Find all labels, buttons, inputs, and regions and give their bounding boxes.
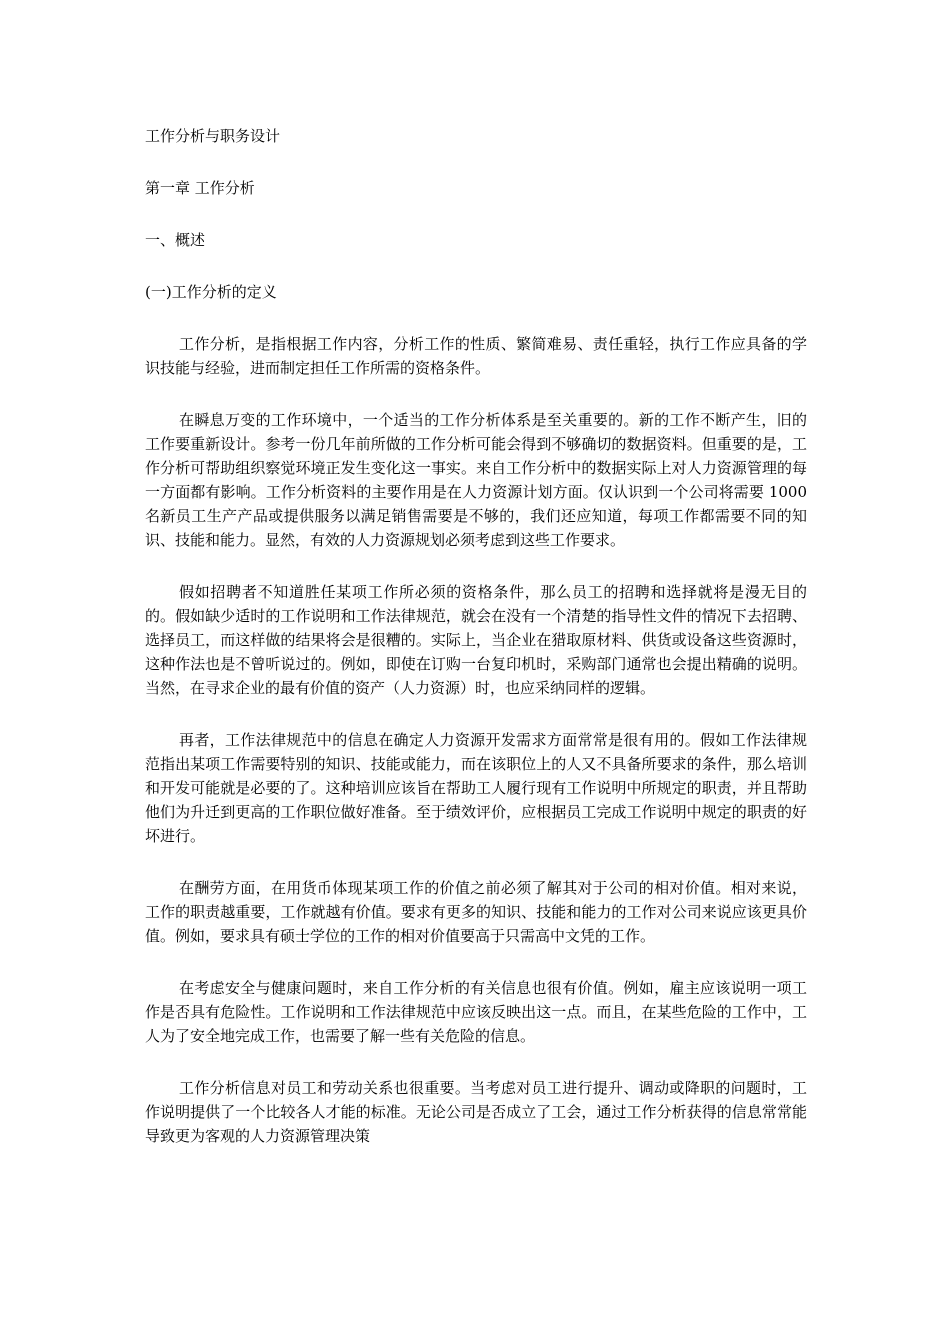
- section-heading: 一、概述: [145, 231, 206, 249]
- document-page: [145, 124, 807, 1176]
- paragraph-recruitment: 假如招聘者不知道胜任某项工作所必须的资格条件，那么员工的招聘和选择就将是漫无目的的。假如缺少适时的工作说明和工作法律规范，就会在没有一个清楚的指导性文件的情况下去招聘、选择员工，而这样做的结果将会是很糟的。实际上，当企业在猎取原材料、供货或设备这些资源时，这种作法也是不曾听说过的。例如，即使在订购一台复印机时，采购部门通常也会提出精确的说明。当然，在寻求企业的最有价值的资产（人力资源）时，也应采纳同样的逻辑。: [145, 583, 807, 697]
- paragraph-safety: 在考虑安全与健康问题时，来自工作分析的有关信息也很有价值。例如，雇主应该说明一项工作是否具有危险性。工作说明和工作法律规范中应该反映出这一点。而且，在某些危险的工作中，工人为了安全地完成工作，也需要了解一些有关危险的信息。: [145, 979, 807, 1045]
- subsection-heading: (一)工作分析的定义: [145, 283, 277, 301]
- paragraph-compensation: 在酬劳方面，在用货币体现某项工作的价值之前必须了解其对于公司的相对价值。相对来说，工作的职责越重要，工作就越有价值。要求有更多的知识、技能和能力的工作对公司来说应该更具价值。例如，要求具有硕士学位的工作的相对价值要高于只需高中文凭的工作。: [145, 879, 807, 945]
- document-title: 工作分析与职务设计: [145, 127, 281, 145]
- paragraph-definition: 工作分析，是指根据工作内容，分析工作的性质、繁简难易、责任重轻，执行工作应具备的学识技能与经验，进而制定担任工作所需的资格条件。: [145, 335, 807, 377]
- paragraph-development: 再者，工作法律规范中的信息在确定人力资源开发需求方面常常是很有用的。假如工作法律规范指出某项工作需要特别的知识、技能或能力，而在该职位上的人又不具备所要求的条件，那么培训和开发可能就是必要的了。这种培训应该旨在帮助工人履行现有工作说明中所规定的职责，并且帮助他们为升迁到更高的工作职位做好准备。至于绩效评价，应根据员工完成工作说明中规定的职责的好坏进行。: [145, 731, 807, 845]
- paragraph-environment: 在瞬息万变的工作环境中，一个适当的工作分析体系是至关重要的。新的工作不断产生，旧的工作要重新设计。参考一份几年前所做的工作分析可能会得到不够确切的数据资料。但重要的是，工作分析可帮助组织察觉环境正发生变化这一事实。来自工作分析中的数据实际上对人力资源管理的每一方面都有影响。工作分析资料的主要作用是在人力资源计划方面。仅认识到一个公司将需要 1000 名新员工生产产品或提供服务以满足销售需要是不够的，我们还应知道，每项工作都需要不同的知识、技能和能力。显然，有效的人力资源规划必须考虑到这些工作要求。: [145, 411, 807, 549]
- paragraph-labor-relations: 工作分析信息对员工和劳动关系也很重要。当考虑对员工进行提升、调动或降职的问题时，工作说明提供了一个比较各人才能的标准。无论公司是否成立了工会，通过工作分析获得的信息常常能导致更为客观的人力资源管理决策: [145, 1079, 807, 1145]
- chapter-heading: 第一章 工作分析: [145, 179, 255, 197]
